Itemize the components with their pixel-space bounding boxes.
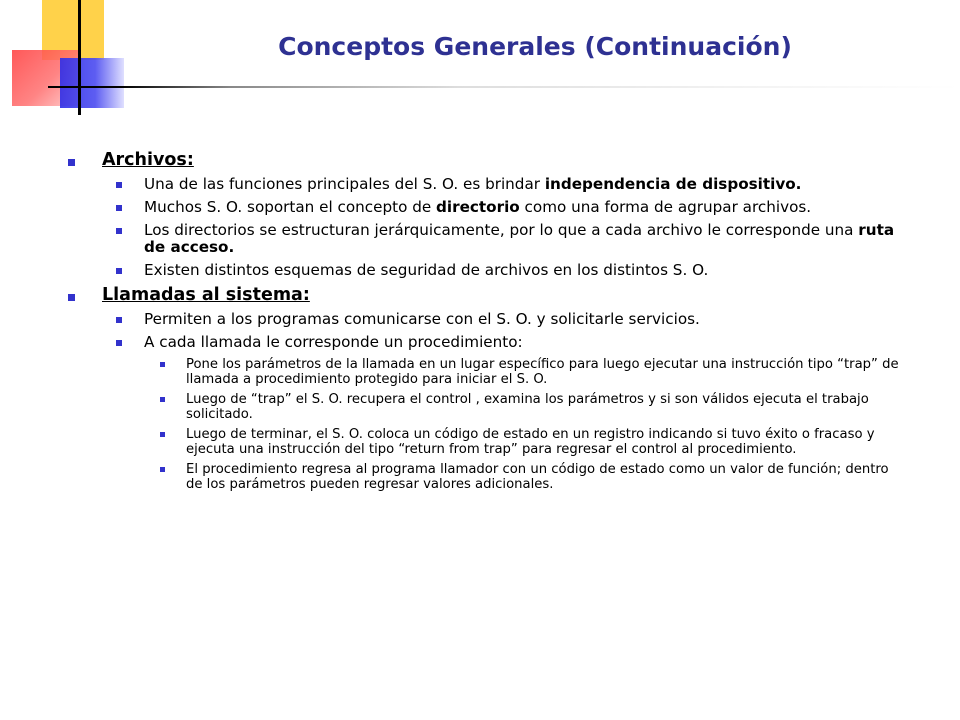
list-item — [102, 262, 906, 279]
square-bullet-icon — [160, 432, 165, 437]
section-heading-text: Archivos: — [102, 150, 194, 170]
square-bullet-icon — [116, 182, 122, 188]
list-item-text: Una de las funciones principales del S. O. es brindar — [144, 175, 545, 193]
section-heading-text: Llamadas al sistema: — [102, 285, 310, 305]
section-heading-archivos — [66, 150, 906, 170]
decor-vertical-line — [78, 0, 81, 115]
sub-list-item — [144, 427, 906, 457]
list-item-text: A cada llamada le corresponde un procedimiento: — [144, 333, 523, 351]
square-bullet-icon — [160, 362, 165, 367]
list-item — [102, 222, 906, 256]
square-bullet-icon — [116, 268, 122, 274]
square-bullet-icon — [116, 205, 122, 211]
list-item-text: Existen distintos esquemas de seguridad de archivos en los distintos S. O. — [144, 261, 709, 279]
section-heading-llamadas — [66, 285, 906, 305]
square-bullet-icon — [68, 159, 75, 166]
sub-list-item-text: Luego de “trap” el S. O. recupera el control , examina los parámetros y si son válidos ejecuta el trabajo solicitado. — [186, 392, 869, 422]
list-item-text: Los directorios se estructuran jerárquicamente, por lo que a cada archivo le corresponde una — [144, 221, 859, 239]
list-item-bold-text: independencia de dispositivo. — [544, 175, 802, 193]
sub-list-item — [144, 357, 906, 387]
list-item-text: como una forma de agrupar archivos. — [519, 198, 812, 216]
list-item-bold-text: ruta de acceso. — [144, 221, 895, 256]
square-bullet-icon — [160, 397, 165, 402]
sub-list-item — [144, 392, 906, 422]
list-item — [102, 311, 906, 328]
sub-list-item-text: Pone los parámetros de la llamada en un lugar específico para luego ejecutar una instrucción tipo “trap” de llamada a procedimiento protegido para iniciar el S. O. — [186, 357, 899, 387]
list-item — [102, 199, 906, 216]
sub-list-item-text: El procedimiento regresa al programa llamador con un código de estado como un valor de función; dentro de los parámetros pueden regresar valores adicionales. — [186, 462, 889, 492]
decor-blue-block — [60, 58, 124, 108]
square-bullet-icon — [116, 340, 122, 346]
square-bullet-icon — [116, 228, 122, 234]
square-bullet-icon — [116, 317, 122, 323]
slide-content — [66, 150, 906, 497]
sub-list-item — [144, 462, 906, 492]
list-item — [102, 334, 906, 351]
list-item-bold-text: directorio — [436, 198, 520, 216]
slide-title: Conceptos Generales (Continuación) — [278, 32, 792, 61]
list-item-text: Muchos S. O. soportan el concepto de — [144, 198, 437, 216]
decor-horizontal-line — [48, 86, 960, 88]
list-item-text: Permiten a los programas comunicarse con el S. O. y solicitarle servicios. — [144, 310, 700, 328]
sub-list-item-text: Luego de terminar, el S. O. coloca un código de estado en un registro indicando si tuvo éxito o fracaso y ejecuta una instrucción del tipo “return from trap” para regresar el control al procedimiento. — [186, 427, 875, 457]
square-bullet-icon — [160, 467, 165, 472]
square-bullet-icon — [68, 294, 75, 301]
list-item — [102, 176, 906, 193]
